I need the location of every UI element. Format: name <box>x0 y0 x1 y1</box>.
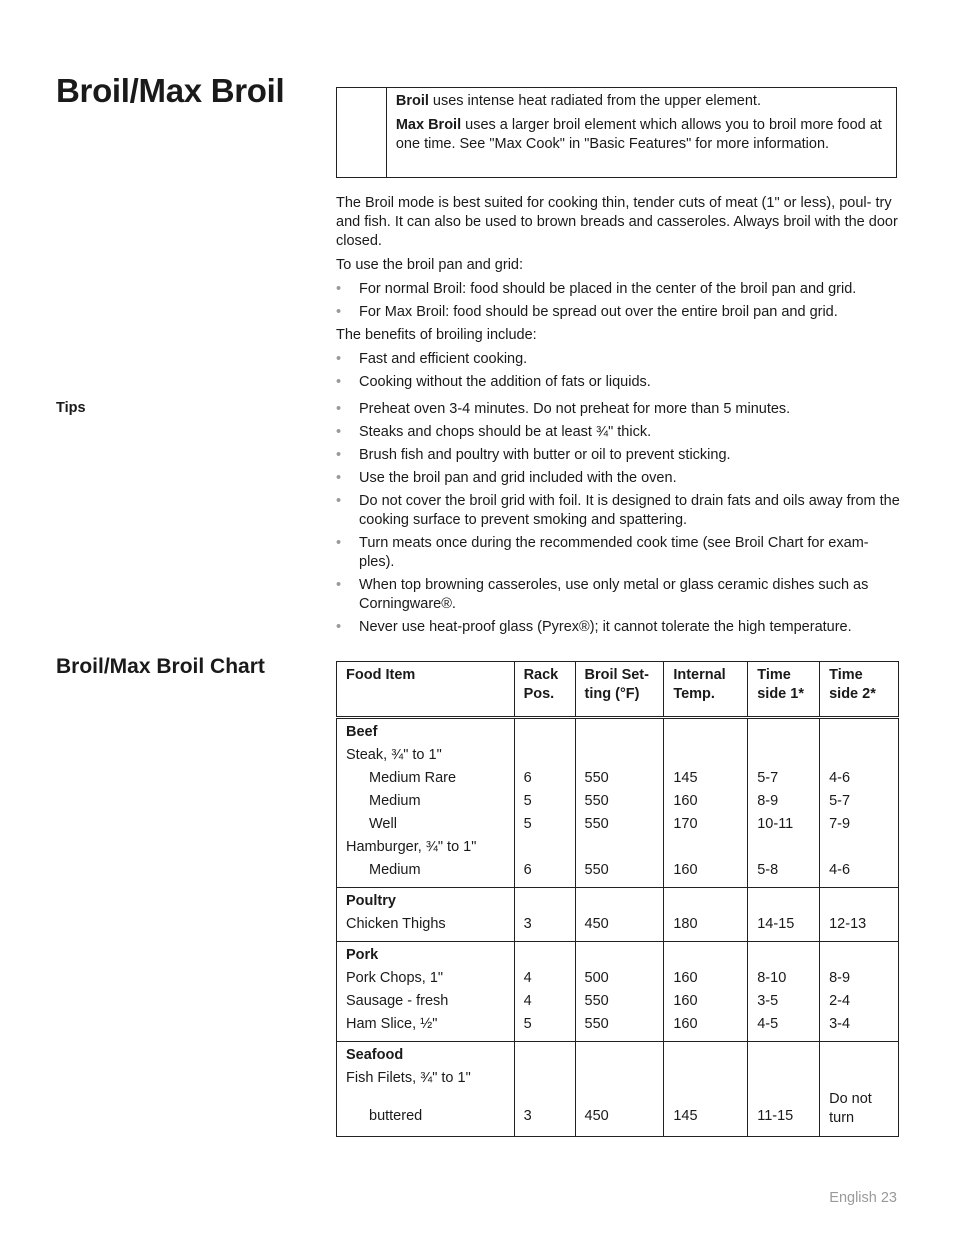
time-side-1-cell: 10-11 <box>748 813 820 836</box>
broil-term: Broil <box>395 93 429 109</box>
food-item-cell: Pork Chops, 1" <box>337 967 515 990</box>
header-time-side-1: Time side 1* <box>748 662 820 718</box>
category-label: Seafood <box>337 1042 515 1068</box>
broil-setting-cell: 450 <box>575 913 664 942</box>
page-title: Broil/Max Broil <box>56 72 285 109</box>
list-item: • Preheat oven 3-4 minutes. Do not preheat for more than 5 minutes. <box>336 400 900 419</box>
time-side-2-cell: 3-4 <box>820 1013 899 1042</box>
rack-pos-cell <box>514 744 575 767</box>
empty-cell <box>575 888 664 914</box>
time-side-2-cell <box>820 836 899 859</box>
list-item: • Cooking without the addition of fats or liquids. <box>336 373 900 392</box>
table-row <box>337 790 899 813</box>
time-side-2-cell: 7-9 <box>820 813 899 836</box>
empty-cell <box>514 942 575 968</box>
tips-section <box>336 400 900 641</box>
broil-text: uses intense heat radiated from the upper element. <box>428 93 761 109</box>
header-internal-temp: Internal Temp. <box>664 662 748 718</box>
rack-pos-cell: 3 <box>514 913 575 942</box>
time-side-2-cell: Do not turn <box>820 1090 899 1137</box>
empty-cell <box>664 942 748 968</box>
broil-chart-body <box>337 718 899 1137</box>
header-time-side-2: Time side 2* <box>820 662 899 718</box>
empty-cell <box>748 718 820 745</box>
broil-setting-cell: 500 <box>575 967 664 990</box>
list-item: • Steaks and chops should be at least ¾" thick. <box>336 423 900 442</box>
rack-pos-cell: 3 <box>514 1090 575 1137</box>
empty-cell <box>514 888 575 914</box>
time-side-1-cell: 4-5 <box>748 1013 820 1042</box>
broil-setting-cell: 550 <box>575 813 664 836</box>
empty-cell <box>748 942 820 968</box>
broil-setting-cell: 550 <box>575 1013 664 1042</box>
tips-bullet-list <box>336 400 900 637</box>
time-side-2-cell: 12-13 <box>820 913 899 942</box>
category-row <box>337 1042 899 1068</box>
list-item: • Never use heat-proof glass (Pyrex®); it cannot tolerate the high temperature. <box>336 618 900 637</box>
empty-cell <box>514 1042 575 1068</box>
list-item: • For normal Broil: food should be placed in the center of the broil pan and grid. <box>336 280 900 299</box>
info-box <box>336 87 897 178</box>
empty-cell <box>514 718 575 745</box>
benefits-intro: The benefits of broiling include: <box>336 327 537 343</box>
table-row <box>337 990 899 1013</box>
internal-temp-cell: 160 <box>664 967 748 990</box>
broil-setting-cell: 550 <box>575 859 664 888</box>
time-side-2-cell <box>820 1067 899 1090</box>
food-item-cell: Medium <box>337 790 515 813</box>
food-item-cell: buttered <box>337 1090 515 1137</box>
list-item: • When top browning casseroles, use only metal or glass ceramic dishes such as Corningware®. <box>336 576 900 614</box>
time-side-2-cell: 2-4 <box>820 990 899 1013</box>
broil-chart-table <box>336 661 899 1137</box>
table-row <box>337 1013 899 1042</box>
time-side-2-cell: 8-9 <box>820 967 899 990</box>
broil-setting-cell <box>575 836 664 859</box>
table-header-row <box>337 662 899 718</box>
food-item-cell: Chicken Thighs <box>337 913 515 942</box>
rack-pos-cell <box>514 1067 575 1090</box>
internal-temp-cell <box>664 1067 748 1090</box>
time-side-1-cell <box>748 744 820 767</box>
internal-temp-cell: 160 <box>664 790 748 813</box>
empty-cell <box>748 888 820 914</box>
time-side-1-cell: 11-15 <box>748 1090 820 1137</box>
empty-cell <box>664 888 748 914</box>
time-side-2-cell <box>820 744 899 767</box>
rack-pos-cell <box>514 836 575 859</box>
list-item: • Fast and efficient cooking. <box>336 350 900 369</box>
food-item-cell: Fish Filets, ¾" to 1" <box>337 1067 515 1090</box>
rack-pos-cell: 6 <box>514 859 575 888</box>
empty-cell <box>664 718 748 745</box>
internal-temp-cell: 160 <box>664 859 748 888</box>
info-box-icon-cell <box>337 88 387 177</box>
internal-temp-cell: 180 <box>664 913 748 942</box>
internal-temp-cell <box>664 744 748 767</box>
empty-cell <box>575 718 664 745</box>
food-item-cell: Medium <box>337 859 515 888</box>
empty-cell <box>820 888 899 914</box>
rack-pos-cell: 4 <box>514 990 575 1013</box>
internal-temp-cell: 145 <box>664 767 748 790</box>
max-broil-text: uses a larger broil element which allows you to broil more food at one time. See "Max Cook" in "Basic Features" for more information. <box>395 117 882 152</box>
broil-setting-cell: 550 <box>575 790 664 813</box>
pan-intro: To use the broil pan and grid: <box>336 257 524 273</box>
max-broil-term: Max Broil <box>395 117 462 133</box>
rack-pos-cell: 4 <box>514 967 575 990</box>
time-side-1-cell <box>748 1067 820 1090</box>
intro-paragraph: The Broil mode is best suited for cooking thin, tender cuts of meat (1" or less), poul- try and fish. It can also be used to brown breads and casseroles. Always broil with the door closed. <box>336 195 898 249</box>
internal-temp-cell: 160 <box>664 990 748 1013</box>
empty-cell <box>820 1042 899 1068</box>
time-side-1-cell: 5-7 <box>748 767 820 790</box>
category-row <box>337 888 899 914</box>
time-side-2-cell: 5-7 <box>820 790 899 813</box>
header-food-item: Food Item <box>337 662 515 718</box>
category-label: Poultry <box>337 888 515 914</box>
list-item: • Use the broil pan and grid included with the oven. <box>336 469 900 488</box>
broil-setting-cell <box>575 1067 664 1090</box>
chart-title: Broil/Max Broil Chart <box>56 655 265 678</box>
broil-setting-cell: 550 <box>575 767 664 790</box>
table-row <box>337 836 899 859</box>
food-item-cell: Ham Slice, ½" <box>337 1013 515 1042</box>
header-broil-setting: Broil Set- ting (°F) <box>575 662 664 718</box>
time-side-1-cell: 14-15 <box>748 913 820 942</box>
broil-definition <box>396 92 886 111</box>
rack-pos-cell: 5 <box>514 1013 575 1042</box>
benefits-bullet-list <box>336 350 900 392</box>
tips-label: Tips <box>56 400 86 416</box>
rack-pos-cell: 6 <box>514 767 575 790</box>
list-item: • Brush fish and poultry with butter or oil to prevent sticking. <box>336 446 900 465</box>
table-row <box>337 767 899 790</box>
table-row <box>337 967 899 990</box>
empty-cell <box>820 942 899 968</box>
table-row <box>337 1067 899 1090</box>
list-item: • Turn meats once during the recommended cook time (see Broil Chart for exam- ples). <box>336 534 900 572</box>
category-row <box>337 718 899 745</box>
rack-pos-cell: 5 <box>514 790 575 813</box>
category-label: Beef <box>337 718 515 745</box>
header-rack-pos: Rack Pos. <box>514 662 575 718</box>
food-item-cell: Hamburger, ¾" to 1" <box>337 836 515 859</box>
rack-pos-cell: 5 <box>514 813 575 836</box>
time-side-2-cell: 4-6 <box>820 767 899 790</box>
info-box-text <box>387 88 896 177</box>
table-row <box>337 1090 899 1137</box>
table-row <box>337 913 899 942</box>
category-label: Pork <box>337 942 515 968</box>
empty-cell <box>575 1042 664 1068</box>
time-side-2-cell: 4-6 <box>820 859 899 888</box>
time-side-1-cell: 3-5 <box>748 990 820 1013</box>
empty-cell <box>748 1042 820 1068</box>
time-side-1-cell: 5-8 <box>748 859 820 888</box>
table-row <box>337 744 899 767</box>
internal-temp-cell: 170 <box>664 813 748 836</box>
internal-temp-cell: 145 <box>664 1090 748 1137</box>
time-side-1-cell: 8-10 <box>748 967 820 990</box>
category-row <box>337 942 899 968</box>
intro-section <box>336 194 900 396</box>
food-item-cell: Well <box>337 813 515 836</box>
food-item-cell: Medium Rare <box>337 767 515 790</box>
empty-cell <box>664 1042 748 1068</box>
page-footer: English 23 <box>829 1190 897 1206</box>
empty-cell <box>575 942 664 968</box>
pan-bullet-list <box>336 280 900 322</box>
empty-cell <box>820 718 899 745</box>
table-row <box>337 813 899 836</box>
broil-setting-cell: 450 <box>575 1090 664 1137</box>
table-row <box>337 859 899 888</box>
time-side-1-cell: 8-9 <box>748 790 820 813</box>
max-broil-definition <box>396 116 886 154</box>
broil-setting-cell: 550 <box>575 990 664 1013</box>
broil-setting-cell <box>575 744 664 767</box>
time-side-1-cell <box>748 836 820 859</box>
list-item: • For Max Broil: food should be spread out over the entire broil pan and grid. <box>336 303 900 322</box>
list-item: • Do not cover the broil grid with foil. It is designed to drain fats and oils away from the cooking surface to prevent smoking and spattering. <box>336 492 900 530</box>
internal-temp-cell <box>664 836 748 859</box>
food-item-cell: Steak, ¾" to 1" <box>337 744 515 767</box>
food-item-cell: Sausage - fresh <box>337 990 515 1013</box>
internal-temp-cell: 160 <box>664 1013 748 1042</box>
